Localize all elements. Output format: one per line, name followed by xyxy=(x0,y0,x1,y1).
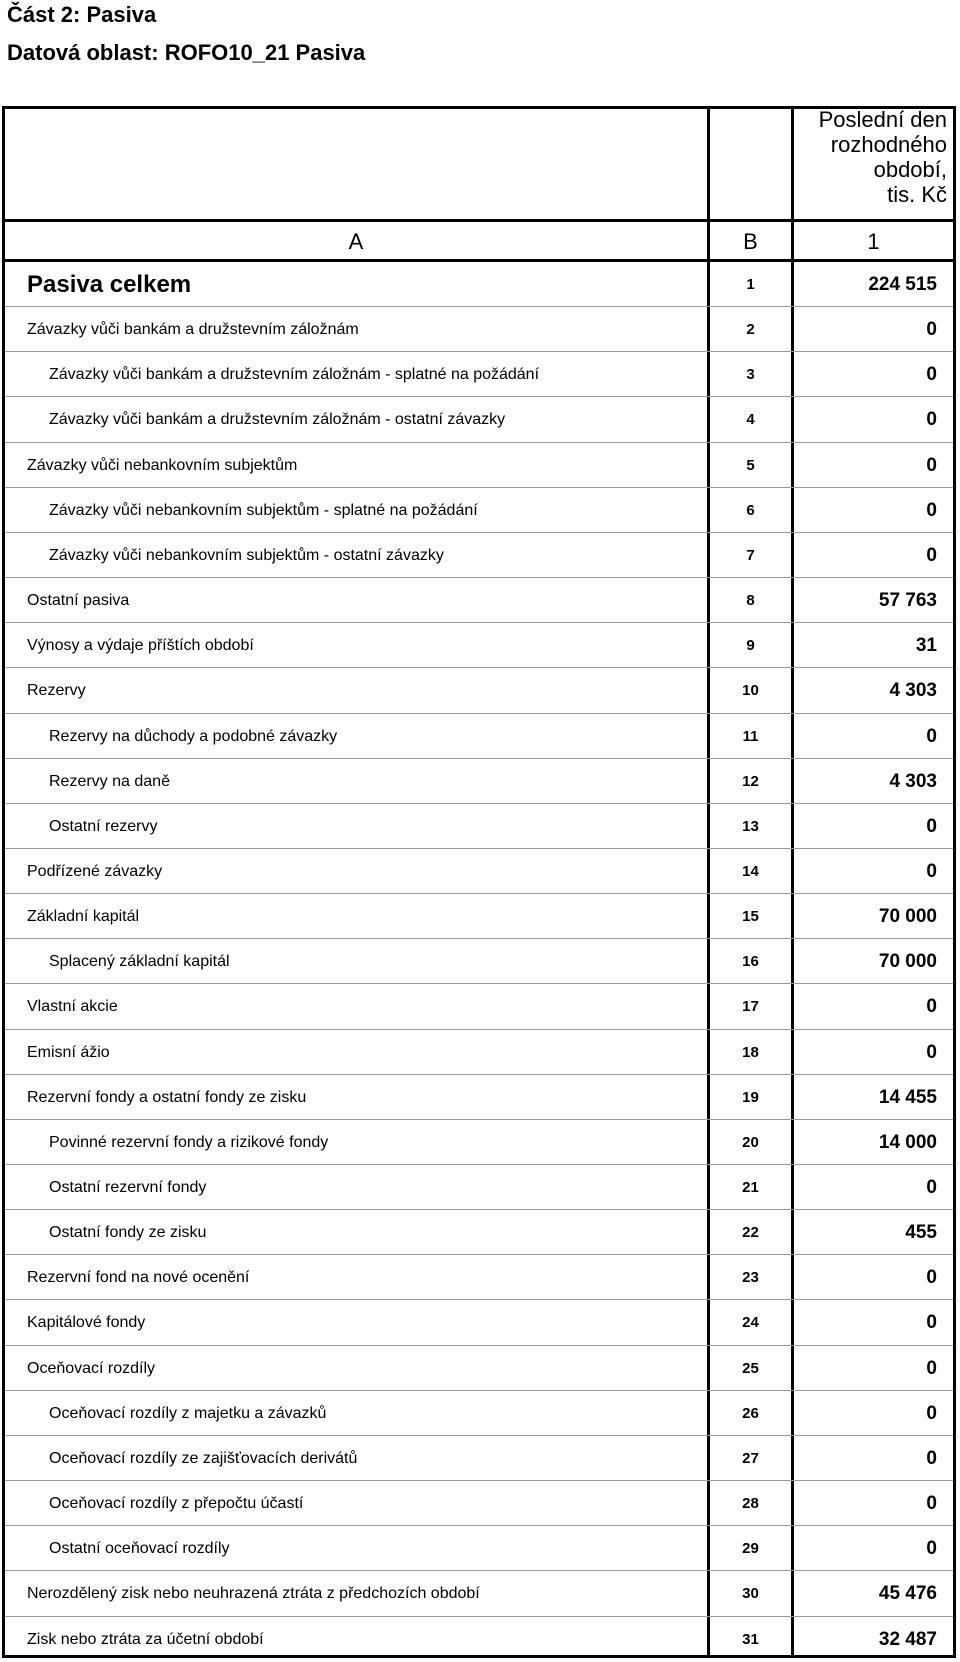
row-code: 27 xyxy=(742,1449,759,1467)
row-value: 0 xyxy=(926,319,937,341)
row-code: 15 xyxy=(742,908,759,926)
row-label: Ostatní oceňovací rozdíly xyxy=(49,1540,230,1558)
row-value: 0 xyxy=(926,409,937,431)
row-value: 0 xyxy=(926,364,937,386)
table-row xyxy=(5,804,953,849)
row-value: 14 000 xyxy=(878,1131,937,1153)
row-code: 24 xyxy=(742,1314,759,1332)
row-label: Rezervy na daně xyxy=(49,772,170,790)
table-row xyxy=(5,1210,953,1255)
row-value: 0 xyxy=(926,1493,937,1515)
row-value: 455 xyxy=(905,1222,937,1244)
row-value: 0 xyxy=(926,1177,937,1198)
row-code: 17 xyxy=(742,998,759,1016)
row-code: 13 xyxy=(742,817,759,835)
table-row xyxy=(5,1346,953,1391)
row-value: 70 000 xyxy=(878,951,937,973)
row-value: 4 303 xyxy=(889,680,937,702)
row-label: Kapitálové fondy xyxy=(27,1314,146,1332)
table-row xyxy=(5,714,953,759)
row-value: 0 xyxy=(926,1538,937,1560)
row-code: 14 xyxy=(742,862,759,880)
row-value: 0 xyxy=(926,1267,937,1289)
row-value: 0 xyxy=(926,454,937,476)
row-value: 0 xyxy=(926,544,937,566)
row-value: 0 xyxy=(926,1402,937,1424)
row-value: 0 xyxy=(926,815,937,837)
table-row xyxy=(5,488,953,533)
table-row xyxy=(5,849,953,894)
row-code: 1 xyxy=(746,276,755,293)
table-row xyxy=(5,894,953,939)
row-label: Oceňovací rozdíly z přepočtu účastí xyxy=(49,1495,304,1513)
column-letter-a: A xyxy=(348,229,364,254)
table-row xyxy=(5,1526,953,1571)
row-value: 31 xyxy=(915,635,937,657)
row-label: Vlastní akcie xyxy=(27,998,118,1016)
row-label: Ostatní pasiva xyxy=(27,592,130,610)
row-code: 5 xyxy=(746,456,755,474)
row-label: Rezervy na důchody a podobné závazky xyxy=(49,727,338,745)
row-value: 0 xyxy=(926,499,937,521)
table-row xyxy=(5,759,953,804)
row-code: 10 xyxy=(742,682,759,700)
row-value: 0 xyxy=(926,996,937,1018)
table-row xyxy=(5,1300,953,1345)
table-row xyxy=(5,1255,953,1300)
row-code: 25 xyxy=(742,1359,759,1377)
row-label: Rezervní fondy a ostatní fondy ze zisku xyxy=(27,1088,307,1106)
table-row xyxy=(5,668,953,713)
table-row xyxy=(5,443,953,488)
row-value: 0 xyxy=(926,860,937,882)
table-row xyxy=(5,1075,953,1120)
row-value: 70 000 xyxy=(878,906,937,928)
row-label: Ostatní rezervní fondy xyxy=(49,1179,207,1196)
table-row xyxy=(5,623,953,668)
row-label: Ostatní fondy ze zisku xyxy=(49,1224,207,1242)
table-row xyxy=(5,397,953,442)
row-value: 0 xyxy=(926,1357,937,1379)
value-column-header xyxy=(667,107,947,221)
row-label: Rezervní fond na nové ocenění xyxy=(27,1269,250,1287)
table-row xyxy=(5,1571,953,1616)
row-code: 8 xyxy=(746,592,755,610)
table-row xyxy=(5,1436,953,1481)
table-row xyxy=(5,578,953,623)
row-code: 30 xyxy=(742,1585,759,1603)
row-label: Závazky vůči nebankovním subjektům - ostatní závazky xyxy=(49,546,444,564)
row-code: 22 xyxy=(742,1224,759,1242)
row-value: 0 xyxy=(926,1447,937,1469)
row-label: Závazky vůči bankám a družstevním záložnám - ostatní závazky xyxy=(49,411,506,429)
part-title: Část 2: Pasiva xyxy=(7,2,157,27)
row-label: Základní kapitál xyxy=(27,908,140,926)
row-value: 14 455 xyxy=(878,1086,937,1108)
row-code: 31 xyxy=(742,1630,759,1648)
value-column-header-line: rozhodného xyxy=(830,132,947,157)
row-label: Výnosy a výdaje příštích období xyxy=(27,637,254,655)
row-code: 4 xyxy=(746,411,755,429)
table-row xyxy=(5,1120,953,1165)
table-row xyxy=(5,307,953,352)
row-code: 26 xyxy=(742,1404,759,1422)
row-code: 9 xyxy=(746,637,755,655)
row-code: 12 xyxy=(742,772,759,790)
row-value: 224 515 xyxy=(868,274,937,295)
row-label: Emisní ážio xyxy=(27,1043,110,1061)
row-label: Nerozdělený zisk nebo neuhrazená ztráta z předchozích období xyxy=(27,1585,480,1603)
row-code: 6 xyxy=(746,501,755,519)
row-label: Závazky vůči nebankovním subjektům - splatné na požádání xyxy=(49,501,478,519)
row-code: 21 xyxy=(742,1179,759,1196)
table-row xyxy=(5,1030,953,1075)
column-letter-1: 1 xyxy=(867,229,880,254)
data-area-title: Datová oblast: ROFO10_21 Pasiva xyxy=(7,40,366,65)
row-code: 29 xyxy=(742,1540,759,1558)
row-value: 32 487 xyxy=(878,1628,937,1650)
row-label: Oceňovací rozdíly xyxy=(27,1359,156,1377)
column-letter-b: B xyxy=(743,229,758,254)
row-value: 0 xyxy=(926,1041,937,1063)
table-row xyxy=(5,533,953,578)
table-row xyxy=(5,984,953,1029)
row-label: Pasiva celkem xyxy=(27,271,192,298)
row-code: 16 xyxy=(742,953,759,971)
row-label: Závazky vůči bankám a družstevním záložnám xyxy=(27,321,359,339)
row-value: 0 xyxy=(926,1312,937,1334)
table-row xyxy=(5,1617,953,1662)
row-code: 3 xyxy=(746,366,755,384)
row-label: Povinné rezervní fondy a rizikové fondy xyxy=(49,1133,329,1151)
row-label: Ostatní rezervy xyxy=(49,817,158,835)
row-code: 11 xyxy=(742,727,759,745)
row-code: 2 xyxy=(746,321,755,339)
row-value: 57 763 xyxy=(878,590,937,612)
row-value: 0 xyxy=(926,725,937,747)
row-value: 45 476 xyxy=(878,1583,937,1605)
row-code: 18 xyxy=(742,1043,759,1061)
row-code: 7 xyxy=(746,546,755,564)
row-label: Zisk nebo ztráta za účetní období xyxy=(27,1630,264,1648)
table-row xyxy=(5,262,953,307)
table-row xyxy=(5,352,953,397)
table-row xyxy=(5,1481,953,1526)
pasiva-table xyxy=(2,106,956,1658)
row-code: 19 xyxy=(742,1088,759,1106)
table-row xyxy=(5,1391,953,1436)
row-label: Oceňovací rozdíly z majetku a závazků xyxy=(49,1404,327,1422)
row-label: Závazky vůči nebankovním subjektům xyxy=(27,456,298,474)
value-column-header-line: Poslední den xyxy=(818,107,947,132)
row-label: Rezervy xyxy=(27,682,86,700)
row-label: Závazky vůči bankám a družstevním záložnám - splatné na požádání xyxy=(49,366,540,384)
row-value: 4 303 xyxy=(889,770,937,792)
table-row xyxy=(5,939,953,984)
table-row xyxy=(5,1165,953,1210)
value-column-header-line: tis. Kč xyxy=(887,182,947,207)
row-label: Podřízené závazky xyxy=(27,862,163,880)
row-label: Splacený základní kapitál xyxy=(49,953,230,971)
row-code: 23 xyxy=(742,1269,759,1287)
value-column-header-line: období, xyxy=(873,157,947,182)
row-label: Oceňovací rozdíly ze zajišťovacích derivátů xyxy=(49,1449,358,1467)
row-code: 28 xyxy=(742,1495,759,1513)
row-code: 20 xyxy=(742,1133,759,1151)
